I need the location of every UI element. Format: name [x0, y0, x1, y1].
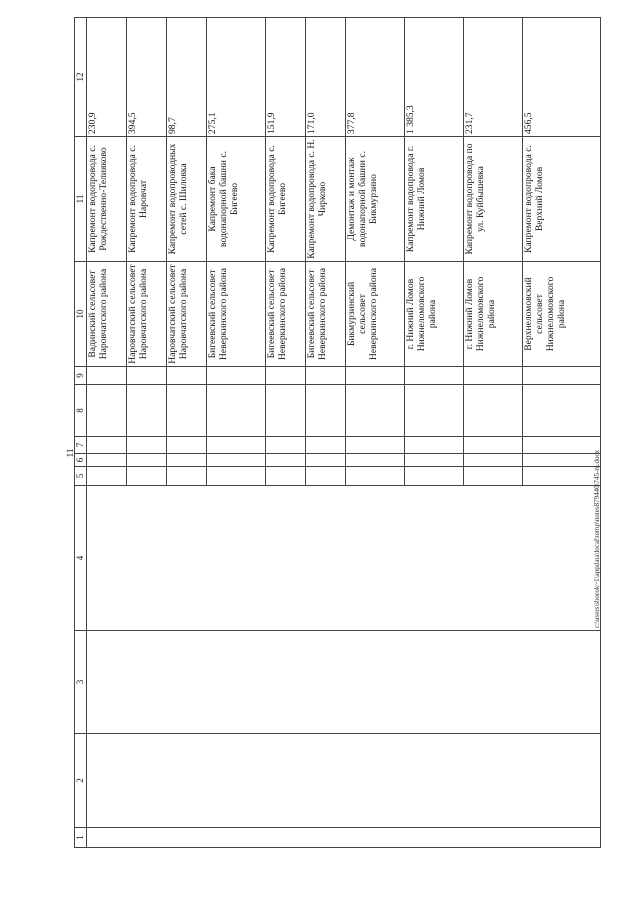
project-cell: Демонтаж и монтаж водонапорной башни с. Бикмурзино [345, 137, 404, 262]
amount-cell: 377,8 [345, 18, 404, 137]
municipality-cell: Наровчатский сельсовет Наровчатского района [126, 262, 166, 367]
empty-cell [463, 367, 522, 385]
empty-cell [305, 367, 345, 385]
empty-cell [404, 367, 463, 385]
empty-cell [87, 828, 601, 848]
empty-cell [305, 467, 345, 486]
empty-cell [345, 437, 404, 454]
empty-cell [345, 367, 404, 385]
project-cell: Капремонт водопровода с. Рождественно-Телияково [87, 137, 127, 262]
column-number: 6 [75, 454, 87, 467]
empty-cell [522, 437, 600, 454]
rotated-table-container [74, 18, 601, 848]
empty-cell [463, 385, 522, 437]
empty-cell [305, 454, 345, 467]
municipality-cell: Бигеевский сельсовет Неверкинского района [265, 262, 305, 367]
empty-cell [87, 367, 127, 385]
empty-cell [166, 437, 206, 454]
empty-cell [87, 385, 127, 437]
empty-cell [404, 467, 463, 486]
municipality-cell: Бигеевский сельсовет Неверкинского района [206, 262, 265, 367]
empty-cell [87, 486, 601, 631]
empty-cell [265, 437, 305, 454]
empty-cell [265, 467, 305, 486]
municipality-cell: Бикмурзинский сельсовет Неверкинского района [345, 262, 404, 367]
column-number: 9 [75, 367, 87, 385]
column-number: 8 [75, 385, 87, 437]
empty-cell [126, 385, 166, 437]
empty-cell [166, 454, 206, 467]
empty-cell [206, 437, 265, 454]
empty-cell [522, 467, 600, 486]
empty-cell [463, 437, 522, 454]
column-number: 2 [75, 734, 87, 828]
empty-cell [345, 385, 404, 437]
empty-cell [166, 385, 206, 437]
empty-cell [206, 367, 265, 385]
empty-cell [126, 437, 166, 454]
empty-cell [166, 467, 206, 486]
empty-cell [87, 734, 601, 828]
municipality-cell: Бигеевский сельсовет Неверкинского района [305, 262, 345, 367]
empty-cell [305, 437, 345, 454]
column-number: 1 [75, 828, 87, 848]
empty-cell [166, 367, 206, 385]
empty-cell [522, 385, 600, 437]
project-cell: Капремонт водопровода с. Наровчат [126, 137, 166, 262]
empty-cell [206, 467, 265, 486]
column-number: 4 [75, 486, 87, 631]
empty-cell [265, 385, 305, 437]
empty-cell [87, 454, 127, 467]
empty-cell [265, 367, 305, 385]
column-number: 3 [75, 631, 87, 734]
amount-cell: 456,5 [522, 18, 600, 137]
column-number: 12 [75, 18, 87, 137]
empty-cell [126, 454, 166, 467]
empty-cell [404, 437, 463, 454]
column-number-row [75, 18, 87, 848]
amount-cell: 394,5 [126, 18, 166, 137]
column-number: 10 [75, 262, 87, 367]
column-number: 5 [75, 467, 87, 486]
empty-cell [87, 631, 601, 734]
footer-file-path: c:\users\sborok~1\appdata\local\temp\notes879440\745-m.docx [593, 449, 601, 628]
municipality-cell: Верхнеломовский сельсовет Нижнеломовского района [522, 262, 600, 367]
amount-cell: 1 385,3 [404, 18, 463, 137]
column-number: 7 [75, 437, 87, 454]
project-cell: Капремонт водопроводных сетей с. Шиловка [166, 137, 206, 262]
empty-cell [345, 454, 404, 467]
project-cell: Капремонт водопровода с. Бигеево [265, 137, 305, 262]
table-row [87, 18, 127, 848]
empty-cell [126, 367, 166, 385]
empty-cell [345, 467, 404, 486]
empty-cell [87, 467, 127, 486]
amount-cell: 98,7 [166, 18, 206, 137]
municipality-cell: г. Нижний Ломов Нижнеломовского района [404, 262, 463, 367]
project-cell: Капремонт водопровода по ул. Куйбышевка [463, 137, 522, 262]
municipality-cell: Вадинский сельсовет Наровчатского района [87, 262, 127, 367]
empty-cell [404, 385, 463, 437]
amount-cell: 231,7 [463, 18, 522, 137]
empty-cell [463, 454, 522, 467]
empty-cell [522, 454, 600, 467]
municipality-cell: Наровчатский сельсовет Наровчатского района [166, 262, 206, 367]
amount-cell: 151,9 [265, 18, 305, 137]
empty-cell [404, 454, 463, 467]
empty-cell [522, 367, 600, 385]
amount-cell: 171,0 [305, 18, 345, 137]
project-cell: Капремонт водопровода с. Верхний Ломов [522, 137, 600, 262]
project-cell: Капремонт водопровода г. Нижний Ломов [404, 137, 463, 262]
empty-cell [206, 454, 265, 467]
amount-cell: 230,9 [87, 18, 127, 137]
column-number: 11 [75, 137, 87, 262]
empty-cell [206, 385, 265, 437]
empty-cell [463, 467, 522, 486]
page-number: 11 [65, 448, 75, 458]
empty-cell [265, 454, 305, 467]
empty-cell [87, 437, 127, 454]
project-cell: Капремонт водопровода с. Н. Чирково [305, 137, 345, 262]
data-table [74, 17, 601, 848]
project-cell: Капремонт бака водонапорной башни с. Бигеево [206, 137, 265, 262]
empty-cell [126, 467, 166, 486]
municipality-cell: г. Нижний Ломов Нижнеломовского района [463, 262, 522, 367]
empty-cell [305, 385, 345, 437]
amount-cell: 275,1 [206, 18, 265, 137]
